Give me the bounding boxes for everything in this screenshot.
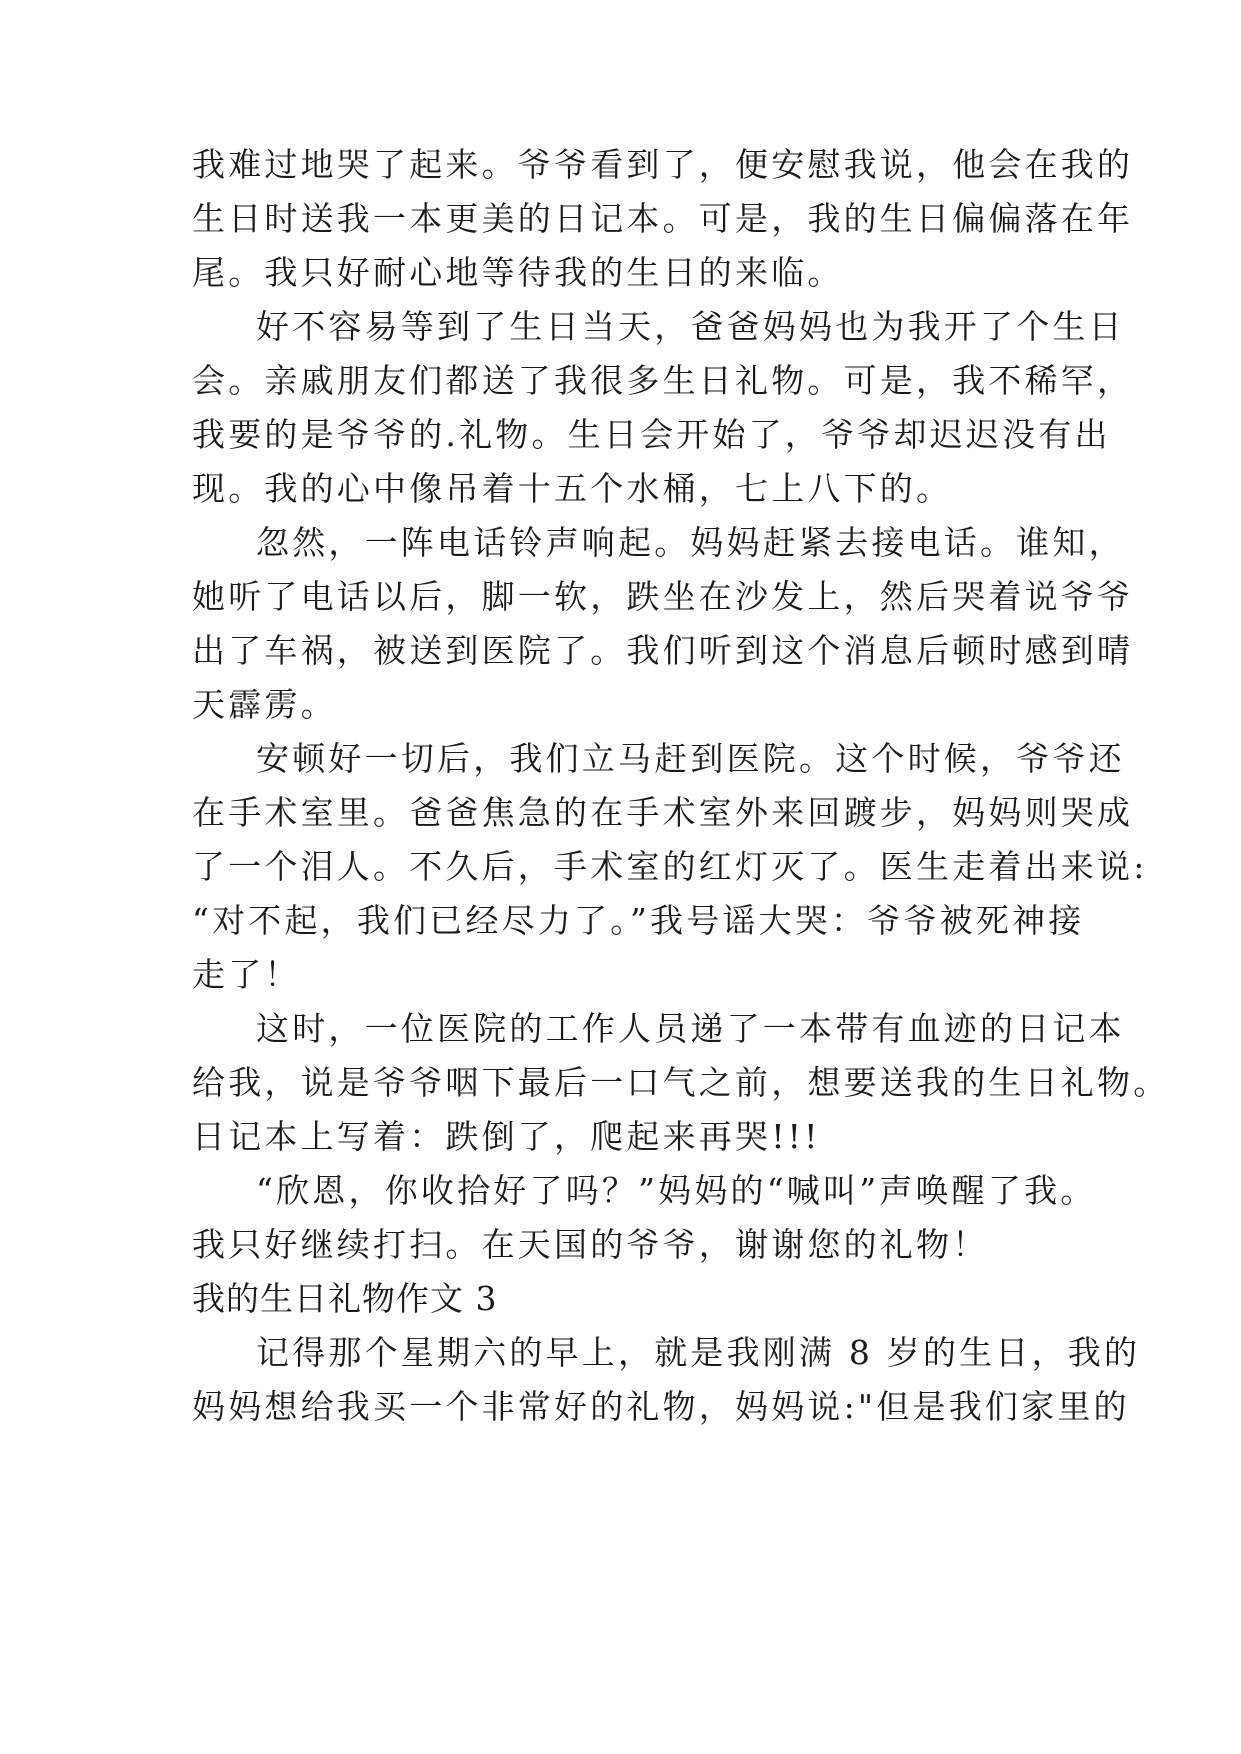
paragraph-1-line-2: 生日时送我一本更美的日记本。可是，我的生日偏偏落在年 [192, 199, 1134, 238]
essay-heading: 我的生日礼物作文 3 [192, 1279, 498, 1318]
paragraph-6-line-1: “欣恩，你收拾好了吗？”妈妈的“喊叫”声唤醒了我。 [256, 1171, 1097, 1210]
paragraph-2-line-1: 好不容易等到了生日当天，爸爸妈妈也为我开了个生日 [256, 307, 1125, 346]
paragraph-5-line-1: 这时，一位医院的工作人员递了一本带有血迹的日记本 [256, 1009, 1125, 1048]
paragraph-6-line-2: 我只好继续打扫。在天国的爷爷，谢谢您的礼物！ [192, 1225, 989, 1264]
paragraph-3-line-4: 天霹雳。 [192, 685, 337, 724]
paragraph-2-line-4: 现。我的心中像吊着十五个水桶，七上八下的。 [192, 469, 953, 508]
paragraph-4-line-1: 安顿好一切后，我们立马赶到医院。这个时候，爷爷还 [256, 739, 1125, 778]
paragraph-4-line-5: 走了！ [192, 955, 301, 994]
paragraph-1-line-1: 我难过地哭了起来。爷爷看到了，便安慰我说，他会在我的 [192, 145, 1134, 184]
paragraph-7-line-2: 妈妈想给我买一个非常好的礼物，妈妈说:"但是我们家里的 [192, 1387, 1130, 1426]
paragraph-2-line-2: 会。亲戚朋友们都送了我很多生日礼物。可是，我不稀罕， [192, 361, 1134, 400]
paragraph-7-line-1: 记得那个星期六的早上，就是我刚满 8 岁的生日，我的 [256, 1333, 1141, 1372]
paragraph-5-line-3: 日记本上写着：跌倒了，爬起来再哭!!! [192, 1117, 821, 1156]
paragraph-1-line-3: 尾。我只好耐心地等待我的生日的来临。 [192, 253, 844, 292]
paragraph-4-line-3: 了一个泪人。不久后，手术室的红灯灭了。医生走着出来说: [192, 847, 1148, 886]
paragraph-3-line-3: 出了车祸，被送到医院了。我们听到这个消息后顿时感到晴 [192, 631, 1134, 670]
paragraph-4-line-2: 在手术室里。爸爸焦急的在手术室外来回踱步，妈妈则哭成 [192, 793, 1134, 832]
paragraph-3-line-1: 忽然，一阵电话铃声响起。妈妈赶紧去接电话。谁知， [256, 523, 1125, 562]
paragraph-4-line-4: “对不起，我们已经尽力了。”我号谣大哭：爷爷被死神接 [192, 901, 1085, 940]
paragraph-3-line-2: 她听了电话以后，脚一软，跌坐在沙发上，然后哭着说爷爷 [192, 577, 1134, 616]
paragraph-2-line-3: 我要的是爷爷的.礼物。生日会开始了，爷爷却迟迟没有出 [192, 415, 1111, 454]
paragraph-5-line-2: 给我，说是爷爷咽下最后一口气之前，想要送我的生日礼物。 [192, 1063, 1170, 1102]
